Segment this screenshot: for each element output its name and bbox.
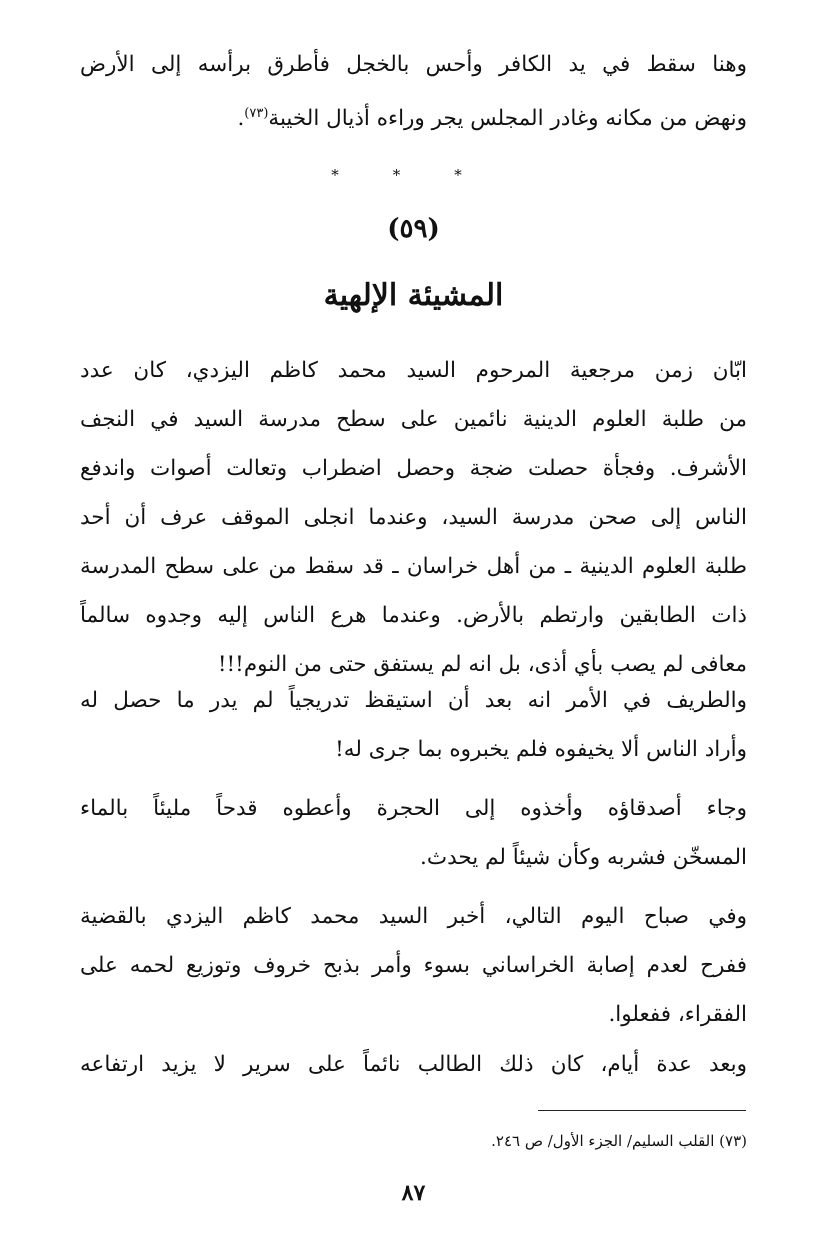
paragraph-line: وبعد عدة أيام، كان ذلك الطالب نائماً على سرير لا يزيد ارتفاعه <box>80 1052 747 1077</box>
paragraph-4 <box>80 892 747 1039</box>
paragraph-line: من طلبة العلوم الدينية نائمين على سطح مدرسة السيد في النجف <box>80 407 747 432</box>
footnote-divider <box>538 1110 746 1111</box>
paragraph-line: معافى لم يصب بأي أذى، بل انه لم يستفق حتى من النوم!!! <box>217 652 747 677</box>
paragraph-5 <box>80 1040 747 1089</box>
paragraph-line: الفقراء، ففعلوا. <box>608 1002 747 1027</box>
paragraph-line: طلبة العلوم الدينية ـ من أهل خراسان ـ قد سقط من على سطح المدرسة <box>80 554 747 579</box>
paragraph-3 <box>80 784 747 882</box>
paragraph-line: ففرح لعدم إصابة الخراساني بسوء وأمر بذبح خروف وتوزيع لحمه على <box>80 953 747 978</box>
page-number: ٨٧ <box>401 1180 426 1206</box>
paragraph-2 <box>80 676 747 774</box>
intro-line-1: وهنا سقط في يد الكافر وأحس بالخجل فأطرق برأسه إلى الأرض <box>80 52 747 77</box>
paragraph-line: المسخّن فشربه وكأن شيئاً لم يحدث. <box>420 845 747 870</box>
paragraph-line: وجاء أصدقاؤه وأخذوه إلى الحجرة وأعطوه قدحاً مليئاً بالماء <box>80 796 747 821</box>
paragraph-line: الأشرف. وفجأة حصلت ضجة وحصل اضطراب وتعالت أصوات واندفع <box>80 456 747 481</box>
footnote: (٧٣) القلب السليم/ الجزء الأول/ ص ٢٤٦. <box>491 1132 747 1150</box>
intro-line-2-text: ونهض من مكانه وغادر المجلس يجر وراءه أذيال الخيبة <box>268 106 747 132</box>
paragraph-line: وأراد الناس ألا يخيفوه فلم يخبروه بما جرى له! <box>335 737 747 762</box>
separator-star: * <box>454 166 496 184</box>
intro-line-2 <box>80 89 747 143</box>
paragraph-line: الناس إلى صحن مدرسة السيد، وعندما انجلى الموقف عرف أن أحد <box>80 505 747 530</box>
paragraph-1 <box>80 346 747 689</box>
section-separator <box>0 166 827 184</box>
paragraph-line: ابّان زمن مرجعية المرحوم السيد محمد كاظم اليزدي، كان عدد <box>80 358 747 383</box>
separator-star: * <box>331 166 373 184</box>
chapter-title: المشيئة الإلهية <box>323 278 504 313</box>
intro-paragraph <box>80 40 747 143</box>
paragraph-line: والطريف في الأمر انه بعد أن استيقظ تدريجياً لم يدر ما حصل له <box>80 688 747 713</box>
chapter-number: (٥٩) <box>387 214 440 244</box>
paragraph-line: ذات الطابقين وارتطم بالأرض. وعندما هرع الناس إليه وجدوه سالماً <box>80 603 747 628</box>
intro-line-2-end: . <box>237 106 245 132</box>
footnote-reference[interactable]: (٧٣) <box>244 106 269 121</box>
paragraph-line: وفي صباح اليوم التالي، أخبر السيد محمد كاظم اليزدي بالقضية <box>80 904 747 929</box>
separator-star: * <box>392 166 435 184</box>
